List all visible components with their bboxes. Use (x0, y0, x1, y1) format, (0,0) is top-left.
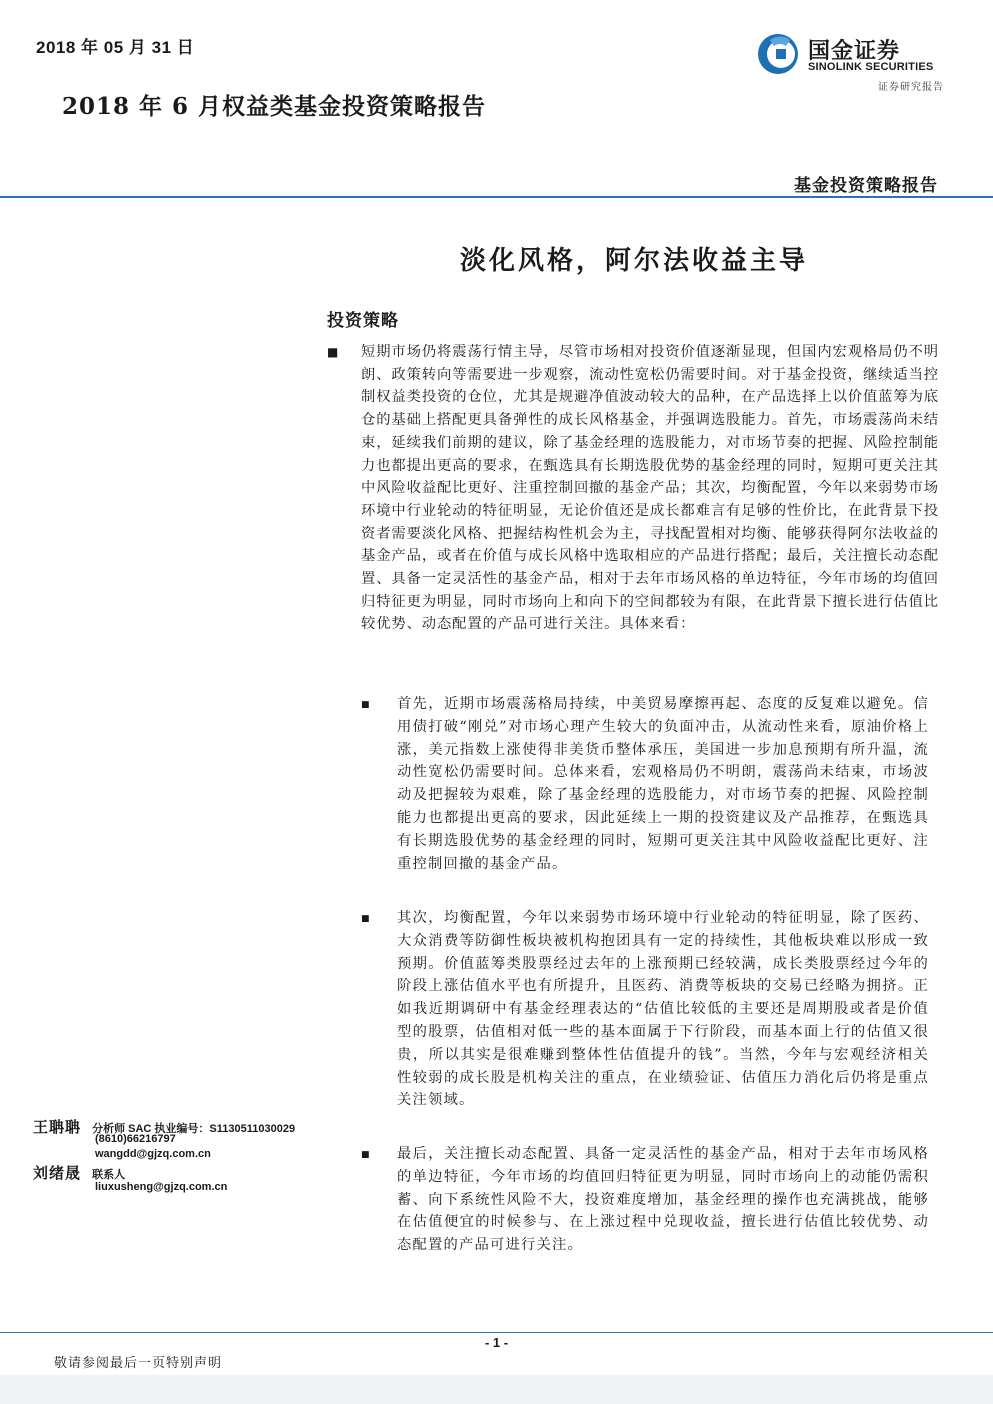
company-logo (756, 30, 946, 98)
footer-band (0, 1375, 993, 1404)
sub-point-3: 最后，关注擅长动态配置、具备一定灵活性的基金产品，相对于去年市场风格的单边特征，今年市场的均值回归特征更为明显，同时市场向上的动能仍需积蓄、向下系统性风险不大，投资难度增加，基金经理的操作也充满挑战，能够在估值便宜的时候参与、在上涨过程中兑现收益，擅长进行估值比较优势、动态配置的产品可进行关注。 (397, 1146, 929, 1254)
sub-point-2: 其次，均衡配置，今年以来弱势市场环境中行业轮动的特征明显，除了医药、大众消费等防御性板块被机构抱团具有一定的持续性，其他板块难以形成一致预期。价值蓝筹类股票经过去年的上涨预期已经较满，成长类股票经过今年的阶段上涨估值水平也有所提升，且医药、消费等板块的交易已经略为拥挤。正如我近期调研中有基金经理表达的“估值比较低的主要还是周期股或者是价值型的股票，估值相对低一些的基本面属于下行阶段，而基本面上行的估值又很贵，所以其实是很难赚到整体性估值提升的钱”。当然，今年与宏观经济相关性较弱的成长股是机构关注的重点，在业绩验证、估值压力消化后仍将是重点关注领域。 (397, 910, 929, 1109)
sinolink-logo-icon (756, 32, 800, 76)
logo-name-en: SINOLINK SECURITIES (808, 61, 934, 73)
analyst-role: 分析师 SAC 执业编号：S1130511030029 (92, 1123, 296, 1135)
analyst-phone: (8610)66216797 (95, 1133, 176, 1145)
logo-subtitle: 证券研究报告 (878, 82, 944, 93)
header-divider (0, 196, 993, 198)
bullet-icon: ■ (327, 345, 339, 359)
report-category: 基金投资策略报告 (794, 176, 938, 196)
sub-bullet-icon: ■ (361, 700, 370, 710)
sub-bullet-icon: ■ (361, 914, 370, 924)
sub-point-1: 首先，近期市场震荡格局持续，中美贸易摩擦再起、态度的反复难以避免。信用债打破“刚兑”对市场心理产生较大的负面冲击，从流动性来看，原油价格上涨，美元指数上涨使得非美货币整体承压，美国进一步加息预期有所升温，流动性宽松仍需要时间。总体来看，宏观格局仍不明朗，震荡尚未结束，市场波动及把握较为艰难，除了基金经理的选股能力，对市场节奏的把握、风险控制能力也都提出更高的要求，因此延续上一期的投资建议及产品推荐，在甄选具有长期选股优势的基金经理的同时，短期可更关注其中风险收益配比更好、注重控制回撤的基金产品。 (397, 696, 929, 872)
footer-divider (0, 1332, 993, 1333)
analyst-name: 刘绪晟 (33, 1164, 82, 1182)
main-paragraph: 短期市场仍将震荡行情主导，尽管市场相对投资价值逐渐显现，但国内宏观格局仍不明朗、政策转向等需要进一步观察，流动性宽松仍需要时间。对于基金投资，继续适当控制权益类投资的仓位，尤其是规避净值波动较大的品种，在产品选择上以价值蓝筹为底仓的基础上搭配更具备弹性的成长风格基金，并强调选股能力。首先，市场震荡尚未结束，延续我们前期的建议，除了基金经理的选股能力，对市场节奏的把握、风险控制能力也都提出更高的要求，在甄选具有长期选股优势的基金经理的同时，短期可更关注其中风险收益配比更好、注重控制回撤的基金产品；其次，均衡配置，今年以来弱势市场环境中行业轮动的特征明显，无论价值还是成长都难言有足够的性价比，在此背景下投资者需要淡化风格、把握结构性机会为主，寻找配置相对均衡、能够获得阿尔法收益的基金产品，或者在价值与成长风格中选取相应的产品进行搭配；最后，关注擅长动态配置、具备一定灵活性的基金产品，相对于去年市场风格的单边特征，今年市场的均值回归特征更为明显，同时市场向上和向下的空间都较为有限，在此背景下擅长进行估值比较优势、动态配置的产品可进行关注。具体来看： (361, 344, 939, 633)
analyst-email: liuxusheng@gjzq.com.cn (95, 1181, 228, 1193)
analyst-2 (33, 1162, 228, 1193)
logo-name-cn: 国金证券 (808, 39, 901, 64)
sub-bullet-icon: ■ (361, 1150, 370, 1160)
analyst-role: 联系人 (92, 1169, 126, 1181)
analyst-name: 王聃聃 (33, 1118, 82, 1136)
page-number: - 1 - (484, 1335, 509, 1350)
report-title: 2018 年 6 月权益类基金投资策略报告 (62, 93, 487, 120)
section-heading: 投资策略 (327, 311, 399, 331)
analyst-email: wangdd@gjzq.com.cn (95, 1148, 211, 1160)
analyst-1 (33, 1116, 296, 1160)
disclaimer-note: 敬请参阅最后一页特别声明 (54, 1356, 223, 1371)
report-date: 2018 年 05 月 31 日 (36, 38, 195, 57)
main-title: 淡化风格，阿尔法收益主导 (459, 246, 808, 276)
